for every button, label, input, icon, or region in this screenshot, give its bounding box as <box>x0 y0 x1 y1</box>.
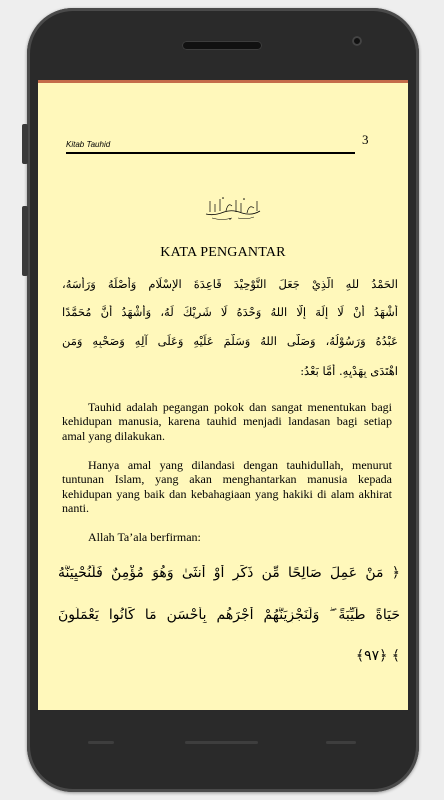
back-nav-icon[interactable] <box>88 741 114 744</box>
arabic-line-4: اهْتَدَى بِهَدْيِهِ. أَمَّا بَعْدُ: <box>300 364 398 378</box>
earpiece-speaker <box>182 41 262 50</box>
page-number: 3 <box>362 132 369 147</box>
quran-verse-line-3: ﴾ ﴿٩٧﴾ <box>355 648 400 664</box>
paragraph-3: Allah Ta’ala berfirman: <box>88 530 201 544</box>
arabic-line-1: الحَمْدُ للهِ الَّذِيْ جَعَلَ التَّوْحِيْدَ قَاعِدَةَ الإِسْلَامِ وَأَصْلَهُ وَرَأْسَهُ، <box>62 277 398 291</box>
book-page[interactable] <box>38 80 408 710</box>
page-title: KATA PENGANTAR <box>160 245 286 260</box>
quran-verse-line-1: ﴿ مَنْ عَمِلَ صَالِحًا مِّن ذَكَرٍ أَوْ أُنثَىٰ وَهُوَ مُؤْمِنٌ فَلَنُحْيِيَنَّهُ <box>58 565 400 581</box>
menu-nav-icon[interactable] <box>326 741 356 744</box>
volume-button <box>22 206 28 276</box>
paragraph-1: Tauhid adalah pegangan pokok dan sangat menentukan bagi kehidupan manusia, karena tauhid menjadi landasan bagi setiap amal yang dilakukan. <box>62 400 392 443</box>
paragraph-2: Hanya amal yang dilandasi dengan tauhidullah, menurut tuntunan Islam, yang akan menghantarkan manusia kepada kehidupan yang baik dan kebahagiaan yang hakiki di alam akhirat nanti. <box>62 458 392 515</box>
quran-verse-line-2: حَيَاةً طَيِّبَةً ۖ وَلَنَجْزِيَنَّهُمْ أَجْرَهُم بِأَحْسَنِ مَا كَانُوا يَعْمَلُونَ <box>58 607 400 623</box>
home-nav-icon[interactable] <box>185 741 258 744</box>
running-head: Kitab Tauhid <box>66 140 111 149</box>
header-rule <box>66 152 355 154</box>
power-button <box>22 124 28 164</box>
arabic-line-3: عَبْدُهُ وَرَسُوْلُهُ، وَصَلَّى اللهُ وَسَلَّمَ عَلَيْهِ وَعَلَى آلِهِ وَصَحْبِهِ وَمَنِ <box>62 334 398 348</box>
bismillah-calligraphy-icon <box>202 192 264 222</box>
front-camera-icon <box>352 36 362 46</box>
arabic-line-2: أَشْهَدُ أَنْ لَا إِلَهَ إِلَّا اللهُ وَحْدَهُ لَا شَرِيْكَ لَهُ، وَأَشْهَدُ أَنَّ مُحَمَّدًا <box>62 305 398 319</box>
